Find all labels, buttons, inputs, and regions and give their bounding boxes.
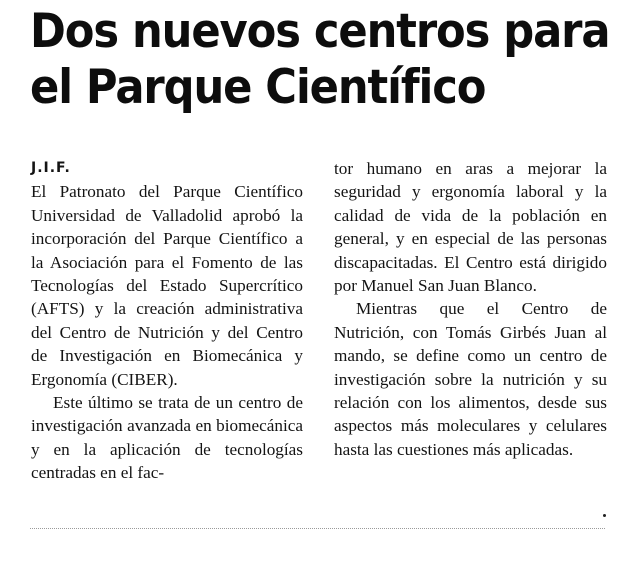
paragraph-1: El Patronato del Parque Científico Universidad de Valladolid aprobó la incorporación del Parque Científico a la Asociación para el Fomento de las Tecnologías del Estado Supercrítico (AFTS) y la creación administrativa del Centro de Nutrición y del Centro de Investigación en Biomecánica y Ergonomía (CIBER). bbox=[31, 182, 303, 389]
article-column-left bbox=[31, 157, 303, 485]
headline-line-1: Dos nuevos centros para bbox=[30, 4, 610, 59]
paragraph-3: Mientras que el Centro de Nutrición, con Tomás Girbés Juan al mando, se define como un centro de investigación sobre la nutrición y su relación con los alimentos, desde sus aspectos más moleculares y celulares hasta las cuestiones más aplicadas. bbox=[334, 299, 607, 459]
headline-line-2: el Parque Científico bbox=[30, 60, 486, 115]
bottom-divider bbox=[30, 528, 605, 529]
article-column-right bbox=[334, 157, 607, 461]
ink-speck bbox=[603, 514, 606, 517]
article-headline bbox=[30, 4, 610, 116]
paragraph-2-continued: tor humano en aras a mejorar la seguridad y ergonomía laboral y la calidad de vida de la población en general, y en especial de las personas discapacitadas. El Centro está dirigido por Manuel San Juan Blanco. bbox=[334, 159, 607, 296]
byline: J.I.F. bbox=[31, 160, 71, 176]
paragraph-2: Este último se trata de un centro de investigación avanzada en biomecánica y en la aplicación de tecnologías centradas en el fac- bbox=[31, 393, 303, 483]
